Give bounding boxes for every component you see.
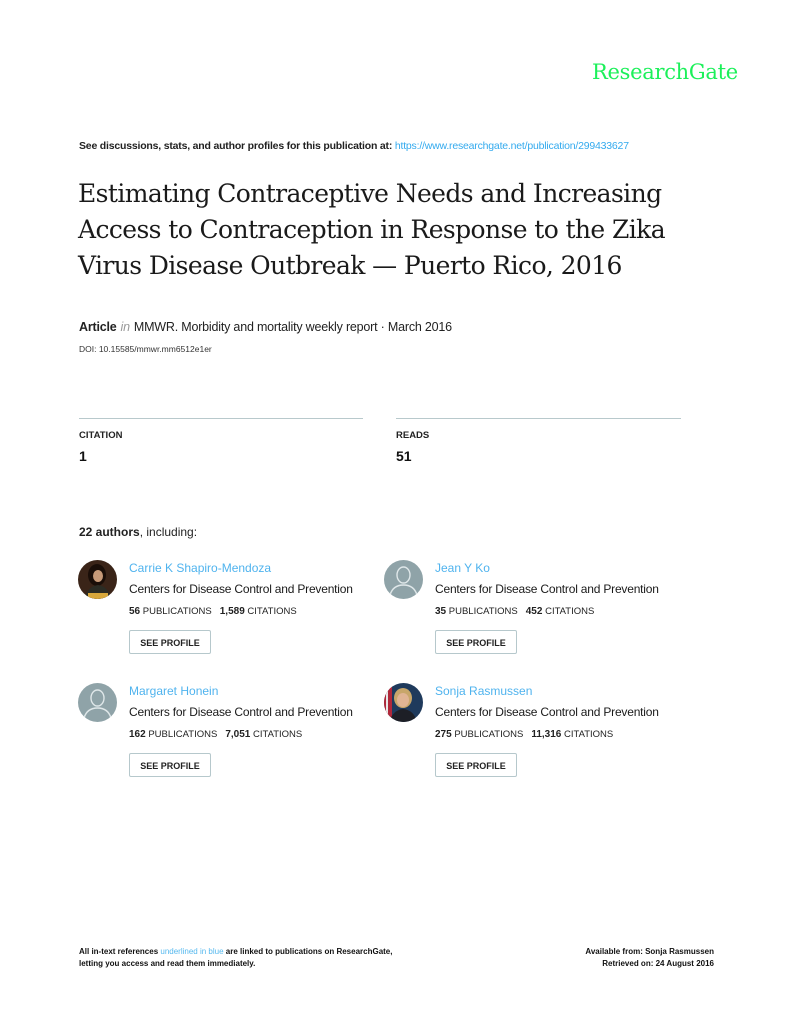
author-institution: Centers for Disease Control and Prevention [435, 582, 659, 596]
footer-text: are linked to publications on ResearchGate, [223, 947, 393, 956]
author-card [78, 683, 378, 793]
publications-count: 275 [435, 729, 452, 740]
publication-meta [79, 320, 452, 334]
see-profile-button[interactable]: SEE PROFILE [435, 753, 517, 777]
author-stats [435, 729, 613, 740]
author-name-link[interactable]: Jean Y Ko [435, 561, 490, 575]
retrieved-on: Retrieved on: 24 August 2016 [602, 959, 714, 968]
see-profile-button[interactable]: SEE PROFILE [435, 630, 517, 654]
citations-label: CITATIONS [247, 606, 297, 617]
citations-label: CITATIONS [252, 729, 303, 740]
publications-count: 162 [129, 729, 146, 740]
citations-label: CITATIONS [564, 729, 614, 740]
authors-including: , including: [139, 525, 198, 539]
avatar[interactable] [384, 560, 423, 599]
divider-citation [79, 418, 363, 419]
footer-underlined-link: underlined in blue [160, 947, 224, 956]
avatar[interactable] [78, 560, 117, 599]
publication-type: Article [79, 320, 117, 334]
available-from: Available from: Sonja Rasmussen [585, 947, 714, 956]
avatar[interactable] [78, 683, 117, 722]
reads-label: READS [396, 430, 430, 441]
author-stats [435, 606, 594, 617]
default-user-icon [384, 560, 423, 599]
author-photo-icon [78, 560, 117, 599]
citations-count: 11,316 [531, 729, 562, 740]
footer-availability [560, 946, 714, 970]
title-line: Estimating Contraceptive Needs and Increasing [78, 179, 662, 208]
publications-label: PUBLICATIONS [454, 729, 524, 740]
publications-count: 35 [435, 606, 447, 617]
publications-label: PUBLICATIONS [142, 606, 212, 617]
publications-label: PUBLICATIONS [448, 606, 518, 617]
title-line: Virus Disease Outbreak — Puerto Rico, 2016 [78, 251, 622, 280]
publication-url-link[interactable]: https://www.researchgate.net/publication/299433627 [394, 140, 629, 152]
author-card [384, 683, 684, 793]
authors-heading [79, 525, 197, 539]
author-institution: Centers for Disease Control and Prevention [435, 705, 659, 719]
avatar[interactable] [384, 683, 423, 722]
author-name-link[interactable]: Sonja Rasmussen [435, 684, 533, 698]
author-photo-icon [384, 683, 423, 722]
footer-text: letting you access and read them immediately. [79, 959, 256, 968]
researchgate-logo[interactable]: ResearchGate [592, 60, 738, 84]
see-profile-button[interactable]: SEE PROFILE [129, 753, 211, 777]
default-user-icon [78, 683, 117, 722]
doi: DOI: 10.15585/mmwr.mm6512e1er [79, 344, 212, 354]
publications-label: PUBLICATIONS [148, 729, 218, 740]
citations-count: 1,589 [219, 606, 245, 617]
divider-reads [396, 418, 681, 419]
author-stats [129, 729, 302, 740]
title-line: Access to Contraception in Response to the Zika [78, 215, 665, 244]
publication-title [78, 176, 728, 284]
see-text: See discussions, stats, and author profiles for this publication at: [79, 140, 395, 152]
authors-count: 22 authors [79, 525, 140, 539]
reads-value: 51 [396, 448, 412, 464]
publications-count: 56 [129, 606, 141, 617]
footer-text: All in-text references [79, 947, 161, 956]
author-card [78, 560, 378, 670]
citations-count: 452 [525, 606, 543, 617]
author-institution: Centers for Disease Control and Prevention [129, 705, 353, 719]
see-profile-button[interactable]: SEE PROFILE [129, 630, 211, 654]
author-card [384, 560, 684, 670]
citations-count: 7,051 [225, 729, 251, 740]
citation-value: 1 [79, 448, 87, 464]
footer-references-note [79, 946, 392, 970]
citations-label: CITATIONS [545, 606, 595, 617]
author-name-link[interactable]: Carrie K Shapiro-Mendoza [129, 561, 272, 575]
publication-link-line [79, 140, 629, 152]
citation-label: CITATION [79, 430, 123, 441]
in-label: in [120, 320, 130, 334]
author-name-link[interactable]: Margaret Honein [129, 684, 219, 698]
author-institution: Centers for Disease Control and Prevention [129, 582, 353, 596]
author-stats [129, 606, 297, 617]
journal-date: MMWR. Morbidity and mortality weekly report · March 2016 [133, 320, 452, 334]
